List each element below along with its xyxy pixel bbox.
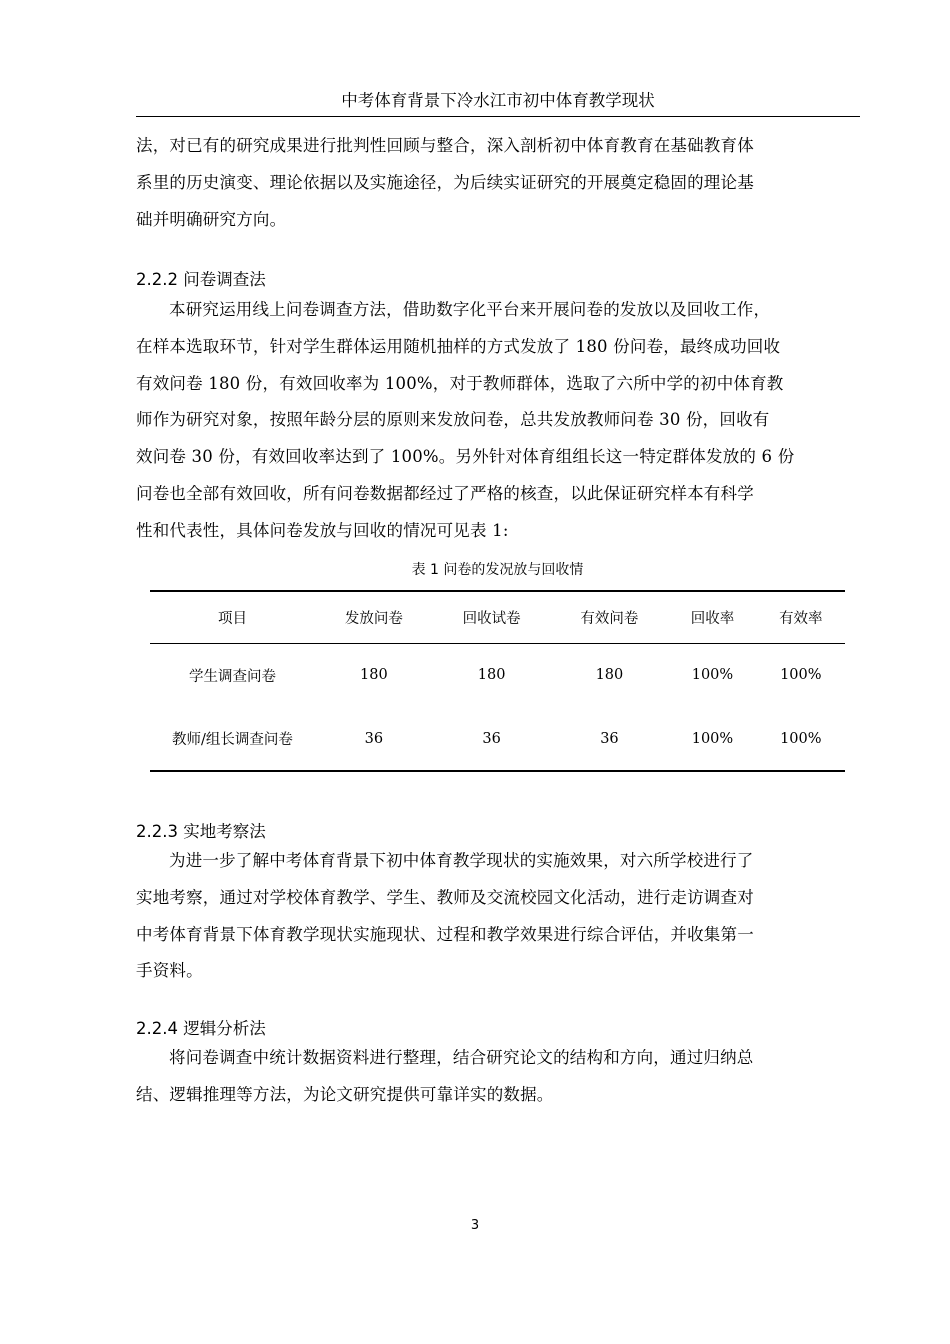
paragraph-line: 为进一步了解中考体育背景下初中体育教学现状的实施效果，对六所学校进行了 [169,851,754,870]
section-2-2-3-paragraph [136,843,860,990]
column-header: 有效率 [757,591,845,643]
paragraph-line: 效问卷 30 份，有效回收率达到了 100%。另外针对体育组组长这一特定群体发放的 6 份 [136,447,795,467]
section-heading-2-2-2: 2.2.2 问卷调查法 [136,270,266,289]
table-cell: 100% [668,707,756,771]
column-header: 发放问卷 [315,591,433,643]
section-heading-2-2-4: 2.2.4 逻辑分析法 [136,1019,266,1038]
table-cell: 教师/组长调查问卷 [150,707,315,771]
paragraph-line: 实地考察，通过对学校体育教学、学生、教师及交流校园文化活动，进行走访调查对 [136,887,754,907]
table-cell: 100% [780,667,822,684]
table-cell: 36 [315,707,433,771]
paragraph-line: 将问卷调查中统计数据资料进行整理，结合研究论文的结构和方向，通过归纳总 [169,1048,754,1067]
running-header [136,90,860,117]
table-cell: 100% [691,667,734,684]
section-2-2-4-paragraph [136,1040,860,1114]
column-header: 有效问卷 [551,591,669,643]
table-cell: 学生调查问卷 [189,668,276,685]
table-cell: 180 [477,667,506,684]
table-caption: 表 1 问卷的发况放与回收情 [411,562,584,578]
paragraph-line: 性和代表性，具体问卷发放与回收的情况可见表 1: [136,520,509,540]
paragraph-line: 师作为研究对象，按照年龄分层的原则来发放问卷，总共发放教师问卷 30 份，回收有 [136,410,770,430]
column-header: 回收试卷 [433,591,551,643]
paragraph-line: 在样本选取环节，针对学生群体运用随机抽样的方式发放了 180 份问卷，最终成功回收 [136,336,781,356]
table-cell: 180 [360,667,388,684]
questionnaire-table [150,590,845,772]
table-row [150,707,845,771]
intro-paragraph [136,128,860,238]
column-header: 回收率 [668,591,756,643]
column-header: 项目 [150,591,315,643]
paragraph-line: 有效问卷 180 份，有效回收率为 100%，对于教师群体，选取了六所中学的初中体育教 [136,373,784,393]
table-cell: 36 [433,707,551,771]
table-cell: 100% [757,707,845,771]
page-number: 3 [470,1218,480,1233]
paragraph-line: 中考体育背景下体育教学现状实施现状、过程和教学效果进行综合评估，并收集第一 [136,924,754,944]
table-row [150,643,845,707]
table-cell: 180 [595,667,624,684]
paragraph-line: 法，对已有的研究成果进行批判性回顾与整合，深入剖析初中体育教育在基础教育体 [136,136,754,155]
section-heading-2-2-3: 2.2.3 实地考察法 [136,822,266,841]
paragraph-line: 手资料。 [136,961,203,981]
paragraph-line: 础并明确研究方向。 [136,209,287,229]
running-title: 中考体育背景下冷水江市初中体育教学现状 [341,91,655,110]
paragraph-line: 系里的历史演变、理论依据以及实施途径，为后续实证研究的开展奠定稳固的理论基 [136,172,754,192]
table-cell: 36 [551,707,669,771]
paragraph-line: 问卷也全部有效回收，所有问卷数据都经过了严格的核查，以此保证研究样本有科学 [136,483,754,503]
table-header-row [150,591,845,643]
paragraph-line: 本研究运用线上问卷调查方法，借助数字化平台来开展问卷的发放以及回收工作， [169,300,771,319]
section-2-2-2-paragraph [136,292,860,550]
paragraph-line: 结、逻辑推理等方法，为论文研究提供可靠详实的数据。 [136,1084,554,1104]
